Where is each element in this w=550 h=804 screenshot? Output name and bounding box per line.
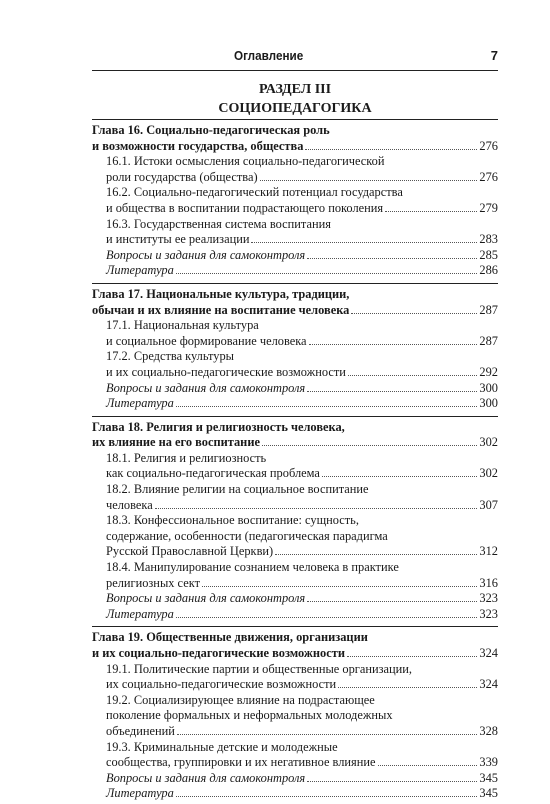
chapter-title-text: обычаи и их влияние на воспитание человека bbox=[92, 302, 350, 317]
entry-final-line bbox=[106, 466, 498, 482]
subsection-entry[interactable] bbox=[106, 318, 498, 349]
dot-leader bbox=[176, 273, 478, 274]
subsection-entry[interactable] bbox=[106, 349, 498, 380]
entry-page-number: 312 bbox=[479, 544, 498, 559]
entry-page-number: 287 bbox=[479, 333, 498, 348]
entry-page-number: 300 bbox=[479, 380, 498, 395]
chapter-title-text: и их социально-педагогические возможности bbox=[92, 646, 345, 660]
chapter-page-number: 324 bbox=[479, 646, 498, 660]
subsection-entry[interactable] bbox=[106, 154, 498, 185]
chapter-title-line: Глава 19. Общественные движения, организации bbox=[92, 630, 368, 645]
page-number: 7 bbox=[490, 48, 498, 63]
dot-leader bbox=[177, 734, 478, 735]
entry-title-text: объединений bbox=[106, 723, 175, 738]
entry-page-number: 345 bbox=[479, 770, 498, 785]
entry-title-line: 17.2. Средства культуры bbox=[106, 349, 235, 364]
dot-leader bbox=[251, 242, 477, 243]
entry-final-line bbox=[106, 232, 498, 248]
entry-page-number: 286 bbox=[479, 263, 498, 278]
entry-title-line: 18.4. Манипулирование сознанием человека в практике bbox=[106, 560, 399, 575]
entry-title-text: Вопросы и задания для самоконтроля bbox=[106, 380, 306, 395]
entry-title-text: Вопросы и задания для самоконтроля bbox=[106, 591, 306, 606]
section-number: РАЗДЕЛ III bbox=[258, 82, 332, 97]
dot-leader bbox=[176, 796, 478, 797]
chapter-title-line: Глава 16. Социально-педагогическая роль bbox=[92, 123, 330, 137]
entry-page-number: 307 bbox=[479, 497, 498, 512]
entry-title-text: и институты ее реализации bbox=[106, 232, 250, 247]
entry-title-text: и их социально-педагогические возможности bbox=[106, 364, 346, 379]
section-title: СОЦИОПЕДАГОГИКА bbox=[218, 101, 372, 116]
dot-leader bbox=[202, 586, 477, 587]
dot-leader bbox=[385, 211, 477, 212]
entry-page-number: 285 bbox=[479, 247, 498, 262]
entry-final-line bbox=[106, 576, 498, 592]
entry-final-line bbox=[106, 755, 498, 771]
entry-list bbox=[92, 451, 498, 623]
entry-list bbox=[92, 154, 498, 279]
entry-final-line bbox=[106, 498, 498, 514]
auxiliary-entry[interactable] bbox=[106, 263, 498, 279]
entry-title-text: человека bbox=[106, 497, 153, 512]
chapter-block bbox=[92, 626, 498, 804]
entry-title-text: Литература bbox=[106, 396, 174, 411]
entry-title-line: 18.2. Влияние религии на социальное воспитание bbox=[106, 482, 369, 497]
chapter-block bbox=[92, 416, 498, 625]
chapter-heading[interactable] bbox=[92, 123, 498, 154]
entry-page-number: 345 bbox=[479, 786, 498, 801]
entry-page-number: 339 bbox=[479, 755, 498, 770]
entry-title-line: 19.2. Социализирующее влияние на подрастающее поколение формальных и неформальных молодежных bbox=[106, 692, 393, 723]
subsection-entry[interactable] bbox=[106, 451, 498, 482]
subsection-entry[interactable] bbox=[106, 217, 498, 248]
subsection-entry[interactable] bbox=[106, 513, 498, 560]
chapter-title-line bbox=[92, 139, 498, 155]
subsection-entry[interactable] bbox=[106, 560, 498, 591]
entry-final-line bbox=[106, 591, 498, 607]
entry-title-text: Русской Православной Церкви) bbox=[106, 544, 274, 559]
entry-title-text: Литература bbox=[106, 786, 174, 801]
chapter-heading[interactable] bbox=[92, 287, 498, 318]
dot-leader bbox=[351, 313, 477, 314]
entry-page-number: 328 bbox=[479, 723, 498, 738]
entry-title-text: Литература bbox=[106, 263, 174, 278]
chapter-block bbox=[92, 283, 498, 414]
chapter-page-number: 276 bbox=[479, 138, 498, 153]
dot-leader bbox=[262, 445, 477, 446]
entry-final-line bbox=[106, 365, 498, 381]
entry-page-number: 300 bbox=[479, 396, 498, 411]
entry-page-number: 283 bbox=[479, 232, 498, 247]
entry-final-line bbox=[106, 544, 498, 560]
dot-leader bbox=[322, 476, 478, 477]
entry-final-line bbox=[106, 771, 498, 787]
subsection-entry[interactable] bbox=[106, 662, 498, 693]
dot-leader bbox=[338, 687, 477, 688]
dot-leader bbox=[176, 406, 478, 407]
chapter-title-line bbox=[92, 435, 498, 451]
entry-list bbox=[92, 662, 498, 802]
entry-title-text: Вопросы и задания для самоконтроля bbox=[106, 770, 306, 785]
dot-leader bbox=[155, 508, 478, 509]
entry-page-number: 323 bbox=[479, 606, 498, 621]
entry-page-number: 323 bbox=[479, 591, 498, 606]
dot-leader bbox=[305, 149, 477, 150]
chapter-title-text: и возможности государства, общества bbox=[92, 138, 304, 153]
entry-title-text: как социально-педагогическая проблема bbox=[106, 466, 320, 481]
entry-title-text: их социально-педагогические возможности bbox=[106, 677, 337, 692]
entry-page-number: 276 bbox=[479, 169, 498, 184]
dot-leader bbox=[307, 601, 477, 602]
auxiliary-entry[interactable] bbox=[106, 771, 498, 787]
entry-title-text: роли государства (общества) bbox=[106, 169, 258, 184]
entry-list bbox=[92, 318, 498, 412]
section-heading bbox=[92, 80, 498, 118]
entry-title-text: Литература bbox=[106, 606, 174, 621]
entry-title-text: сообщества, группировки и их негативное влияние bbox=[106, 755, 376, 770]
auxiliary-entry[interactable] bbox=[106, 248, 498, 264]
entry-final-line bbox=[106, 607, 498, 623]
auxiliary-entry[interactable] bbox=[106, 381, 498, 397]
entry-final-line bbox=[106, 201, 498, 217]
dot-leader bbox=[307, 258, 477, 259]
chapter-block bbox=[92, 119, 498, 281]
entry-final-line bbox=[106, 381, 498, 397]
entry-page-number: 302 bbox=[479, 466, 498, 481]
entry-final-line bbox=[106, 724, 498, 740]
dot-leader bbox=[309, 344, 478, 345]
entry-title-text: Вопросы и задания для самоконтроля bbox=[106, 247, 306, 262]
entry-final-line bbox=[106, 677, 498, 693]
auxiliary-entry[interactable] bbox=[106, 396, 498, 412]
entry-title-line: 19.3. Криминальные детские и молодежные bbox=[106, 739, 338, 754]
entry-final-line bbox=[106, 263, 498, 279]
running-header bbox=[92, 48, 498, 71]
chapter-title-line bbox=[92, 646, 498, 662]
entry-page-number: 292 bbox=[479, 364, 498, 379]
entry-title-line: 18.3. Конфессиональное воспитание: сущность, содержание, особенности (педагогическая парадигма bbox=[106, 513, 388, 543]
auxiliary-entry[interactable] bbox=[106, 591, 498, 607]
auxiliary-entry[interactable] bbox=[106, 607, 498, 623]
entry-final-line bbox=[106, 396, 498, 412]
dot-leader bbox=[307, 391, 477, 392]
entry-title-text: религиозных сект bbox=[106, 575, 200, 590]
entry-title-line: 18.1. Религия и религиозность bbox=[106, 450, 267, 465]
entry-final-line bbox=[106, 334, 498, 350]
dot-leader bbox=[307, 781, 477, 782]
dot-leader bbox=[260, 180, 478, 181]
entry-title-line: 17.1. Национальная культура bbox=[106, 318, 259, 333]
entry-title-line: 19.1. Политические партии и общественные организации, bbox=[106, 661, 413, 676]
chapter-page-number: 302 bbox=[479, 435, 498, 450]
chapter-title-line: Глава 17. Национальные культура, традиции, bbox=[92, 286, 350, 301]
dot-leader bbox=[275, 554, 477, 555]
chapter-title-line: Глава 18. Религия и религиозность человека, bbox=[92, 419, 345, 434]
entry-page-number: 279 bbox=[479, 200, 498, 215]
subsection-entry[interactable] bbox=[106, 740, 498, 771]
chapter-title-line bbox=[92, 303, 498, 319]
chapter-heading[interactable] bbox=[92, 630, 498, 661]
subsection-entry[interactable] bbox=[106, 185, 498, 216]
entry-final-line bbox=[106, 248, 498, 264]
chapter-heading[interactable] bbox=[92, 420, 498, 451]
running-title: Оглавление bbox=[234, 48, 304, 63]
entry-title-line: 16.2. Социально-педагогический потенциал государства bbox=[106, 185, 403, 200]
entry-page-number: 316 bbox=[479, 575, 498, 590]
dot-leader bbox=[348, 375, 478, 376]
dot-leader bbox=[378, 765, 478, 766]
subsection-entry[interactable] bbox=[106, 693, 498, 740]
entry-final-line bbox=[106, 170, 498, 186]
dot-leader bbox=[176, 617, 478, 618]
subsection-entry[interactable] bbox=[106, 482, 498, 513]
chapter-page-number: 287 bbox=[479, 302, 498, 317]
entry-title-text: и социальное формирование человека bbox=[106, 333, 307, 348]
entry-title-line: 16.1. Истоки осмысления социально-педагогической bbox=[106, 154, 385, 169]
entry-page-number: 324 bbox=[479, 677, 498, 692]
dot-leader bbox=[347, 656, 477, 657]
table-of-contents bbox=[92, 119, 498, 804]
chapter-title-text: их влияние на его воспитание bbox=[92, 435, 260, 450]
entry-title-line: 16.3. Государственная система воспитания bbox=[106, 216, 331, 231]
entry-title-text: и общества в воспитании подрастающего поколения bbox=[106, 200, 384, 215]
